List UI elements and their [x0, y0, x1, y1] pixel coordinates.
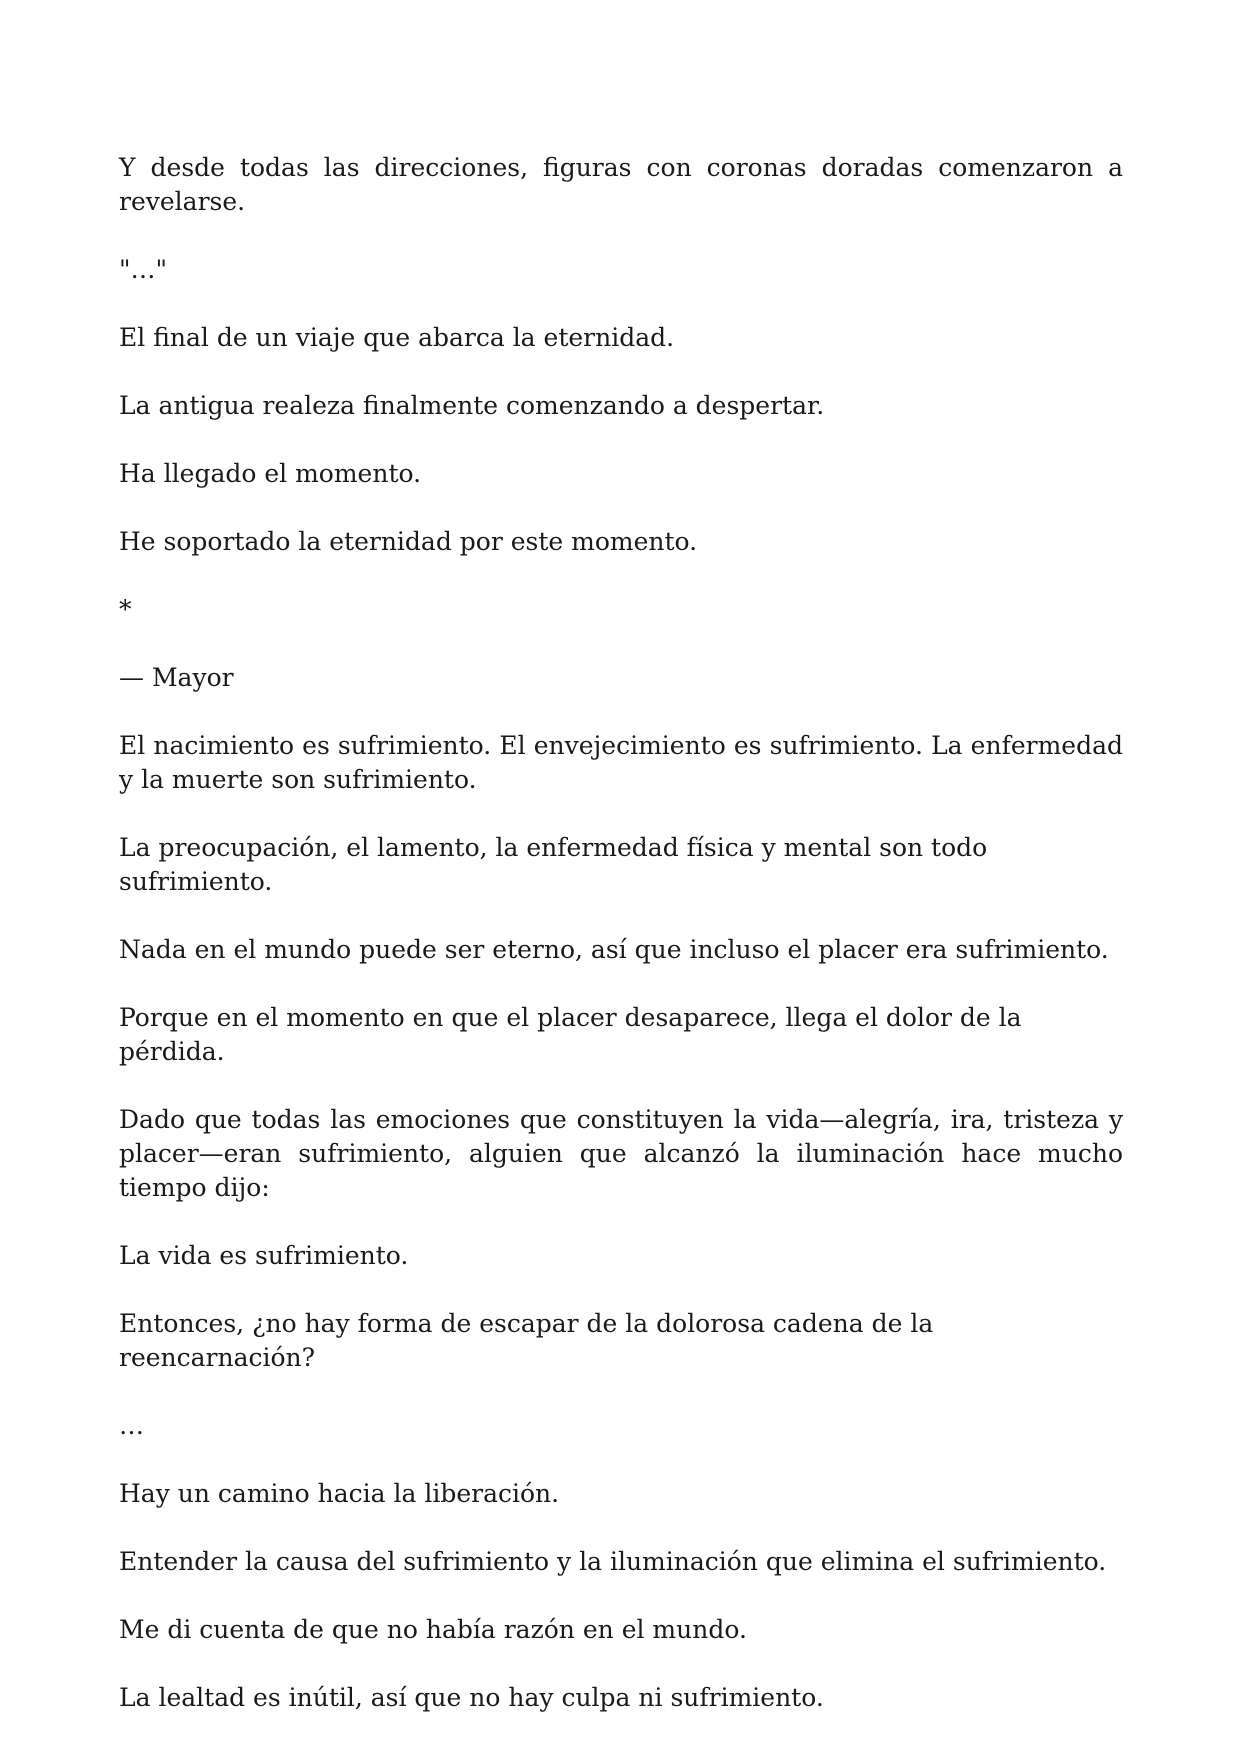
- paragraph: Entonces, ¿no hay forma de escapar de la dolorosa cadena de la reencarnación?: [119, 1309, 934, 1372]
- paragraph: La vida es sufrimiento.: [119, 1241, 409, 1270]
- paragraph: La preocupación, el lamento, la enfermedad física y mental son todo sufrimiento.: [119, 833, 988, 896]
- paragraph: Me di cuenta de que no había razón en el mundo.: [119, 1615, 747, 1644]
- paragraph: Entender la causa del sufrimiento y la iluminación que elimina el sufrimiento.: [119, 1547, 1107, 1576]
- paragraph: La lealtad es inútil, así que no hay culpa ni sufrimiento.: [119, 1683, 824, 1712]
- chapter-marker: — Mayor: [119, 663, 234, 692]
- paragraph: Dado que todas las emociones que constituyen la vida—alegría, ira, tristeza y placer—eran sufrimiento, alguien que alcanzó la iluminación hace mucho tiempo dijo:: [119, 1105, 1123, 1202]
- paragraph: Nada en el mundo puede ser eterno, así que incluso el placer era sufrimiento.: [119, 935, 1109, 964]
- paragraph: Y desde todas las direcciones, figuras con coronas doradas comenzaron a revelarse.: [119, 153, 1123, 216]
- document-body: [119, 151, 1123, 1749]
- paragraph: Ha llegado el momento.: [119, 459, 422, 488]
- paragraph: La antigua realeza finalmente comenzando a despertar.: [119, 391, 825, 420]
- paragraph: "…": [119, 255, 167, 284]
- section-break: *: [119, 595, 132, 624]
- paragraph: El nacimiento es sufrimiento. El envejecimiento es sufrimiento. La enfermedad y la muerte son sufrimiento.: [119, 731, 1123, 794]
- ellipsis-line: …: [119, 1411, 144, 1440]
- paragraph: He soportado la eternidad por este momento.: [119, 527, 698, 556]
- paragraph: Hay un camino hacia la liberación.: [119, 1479, 560, 1508]
- paragraph: Porque en el momento en que el placer desaparece, llega el dolor de la pérdida.: [119, 1003, 1022, 1066]
- paragraph: El final de un viaje que abarca la eternidad.: [119, 323, 675, 352]
